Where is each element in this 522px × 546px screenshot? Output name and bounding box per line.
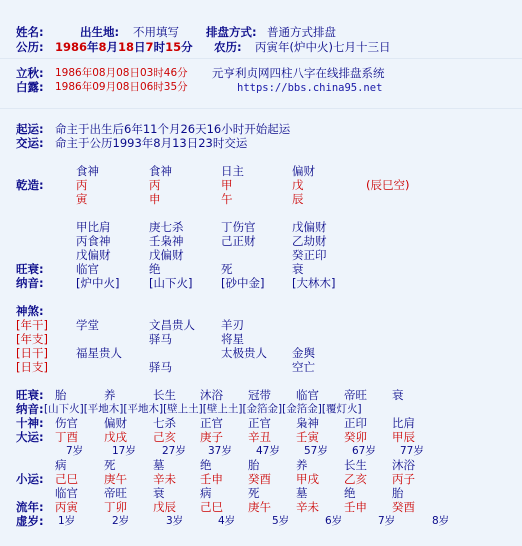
gregorian-label: 公历: bbox=[16, 40, 44, 54]
pillar-branch: 寅 bbox=[76, 192, 88, 206]
pillar-wangshuai: 临官 bbox=[76, 262, 99, 276]
shensha-item: 空亡 bbox=[292, 360, 315, 374]
dayun-pillar: 甲辰 bbox=[392, 430, 415, 444]
xiaoyun-label: 小运: bbox=[16, 472, 44, 486]
dayun-shishen: 正官 bbox=[200, 416, 223, 430]
liunian-pillar: 丙寅 bbox=[55, 500, 78, 514]
dayun-wangshuai: 长生 bbox=[153, 388, 176, 402]
hidden-stem: 戊偏财 bbox=[76, 248, 111, 262]
pillar-stem: 丙 bbox=[76, 178, 88, 192]
pillar-ten-god: 偏财 bbox=[292, 164, 315, 178]
dayun-age: 47岁 bbox=[256, 445, 280, 457]
hidden-stem: 乙劫财 bbox=[292, 234, 327, 248]
dayun-pillar: 戊戌 bbox=[104, 430, 127, 444]
hidden-stem: 丙食神 bbox=[76, 234, 111, 248]
wangshuai-label: 旺衰: bbox=[16, 262, 44, 276]
xiaoyun-pillar: 丙子 bbox=[392, 472, 415, 486]
dayun-age: 27岁 bbox=[162, 445, 186, 457]
dayun-shishen: 正印 bbox=[344, 416, 367, 430]
liunian-pillar: 丁卯 bbox=[104, 500, 127, 514]
divider bbox=[0, 108, 522, 109]
shishen-label: 十神: bbox=[16, 416, 44, 430]
jiaoyun-label: 交运: bbox=[16, 136, 44, 150]
hidden-stem: 庚七杀 bbox=[149, 220, 184, 234]
shensha-item: 驿马 bbox=[149, 360, 172, 374]
xiaoyun-phase: 死 bbox=[248, 486, 260, 500]
dayun-age: 67岁 bbox=[352, 445, 376, 457]
pillar-nayin: [山下火] bbox=[149, 276, 193, 290]
shensha-row-label: [年支] bbox=[16, 332, 48, 346]
xiaoyun-phase: 帝旺 bbox=[104, 486, 127, 500]
xusui-age: 1岁 bbox=[58, 515, 76, 527]
xusui-age: 5岁 bbox=[272, 515, 290, 527]
xusui-age: 2岁 bbox=[112, 515, 130, 527]
dayun-nayin: [山下火][平地木][平地木][壁上土][壁上土][金箔金][金箔金][覆灯火] bbox=[44, 403, 362, 415]
system-url-link[interactable]: https://bbs.china95.net bbox=[237, 82, 383, 94]
qiyun-text: 命主于出生后6年11个月26天16小时开始起运 bbox=[55, 122, 291, 136]
xusui-age: 8岁 bbox=[432, 515, 450, 527]
xiaoyun-pillar: 己巳 bbox=[55, 472, 78, 486]
xiaoyun-pillar: 壬申 bbox=[200, 472, 223, 486]
shensha-item: 将星 bbox=[221, 332, 244, 346]
dayun-phase: 死 bbox=[104, 458, 116, 472]
dayun-phase: 养 bbox=[296, 458, 308, 472]
pillar-ten-god: 食神 bbox=[149, 164, 172, 178]
lunar-label: 农历: bbox=[214, 40, 242, 54]
liunian-pillar: 癸酉 bbox=[392, 500, 415, 514]
xiaoyun-phase: 胎 bbox=[392, 486, 404, 500]
dayun-shishen: 伤官 bbox=[55, 416, 78, 430]
qianzao-label: 乾造: bbox=[16, 178, 44, 192]
xusui-age: 4岁 bbox=[218, 515, 236, 527]
dayun-pillar: 庚子 bbox=[200, 430, 223, 444]
method-label: 排盘方式: bbox=[206, 25, 257, 39]
dayun-age: 77岁 bbox=[400, 445, 424, 457]
hidden-stem: 丁伤官 bbox=[221, 220, 256, 234]
shensha-item: 文昌贵人 bbox=[149, 318, 195, 332]
xiaoyun-phase: 衰 bbox=[153, 486, 165, 500]
liunian-pillar: 己巳 bbox=[200, 500, 223, 514]
xiaoyun-phase: 墓 bbox=[296, 486, 308, 500]
xusui-age: 6岁 bbox=[325, 515, 343, 527]
liqiu-value: 1986年08月08日03时46分 bbox=[55, 67, 188, 79]
pillar-stem: 丙 bbox=[149, 178, 161, 192]
pillar-nayin: [砂中金] bbox=[221, 276, 265, 290]
dayun-nayin-label: 纳音: bbox=[16, 402, 44, 416]
shensha-item: 学堂 bbox=[76, 318, 99, 332]
hidden-stem: 癸正印 bbox=[292, 248, 327, 262]
jiaoyun-text: 命主于公历1993年8月13日23时交运 bbox=[55, 136, 248, 150]
dayun-pillar: 辛丑 bbox=[248, 430, 271, 444]
dayun-pillar: 丁酉 bbox=[55, 430, 78, 444]
nayin-label: 纳音: bbox=[16, 276, 44, 290]
birthplace-value: 不用填写 bbox=[133, 25, 179, 39]
shensha-item: 羊刃 bbox=[221, 318, 244, 332]
dayun-wangshuai: 衰 bbox=[392, 388, 404, 402]
system-name: 元亨利贞网四柱八字在线排盘系统 bbox=[212, 66, 385, 80]
pillar-nayin: [炉中火] bbox=[76, 276, 120, 290]
xiaoyun-phase: 绝 bbox=[344, 486, 356, 500]
hidden-stem: 戊偏财 bbox=[292, 220, 327, 234]
dayun-pillar: 壬寅 bbox=[296, 430, 319, 444]
bailu-value: 1986年09月08日06时35分 bbox=[55, 81, 188, 93]
dayun-wangshuai: 帝旺 bbox=[344, 388, 367, 402]
dayun-wangshuai: 胎 bbox=[55, 388, 67, 402]
xiaoyun-pillar: 庚午 bbox=[104, 472, 127, 486]
pillar-wangshuai: 衰 bbox=[292, 262, 304, 276]
dayun-shishen: 正官 bbox=[248, 416, 271, 430]
dayun-phase: 病 bbox=[55, 458, 67, 472]
liunian-pillar: 戊辰 bbox=[153, 500, 176, 514]
liqiu-label: 立秋: bbox=[16, 66, 44, 80]
method-value: 普通方式排盘 bbox=[267, 25, 336, 39]
dayun-pillar: 癸卯 bbox=[344, 430, 367, 444]
shensha-item: 驿马 bbox=[149, 332, 172, 346]
bailu-label: 白露: bbox=[16, 80, 44, 94]
dayun-phase: 长生 bbox=[344, 458, 367, 472]
divider bbox=[0, 58, 522, 59]
pillar-branch: 午 bbox=[221, 192, 233, 206]
shensha-title: 神煞: bbox=[16, 304, 44, 318]
hidden-stem: 壬枭神 bbox=[149, 234, 184, 248]
liunian-label: 流年: bbox=[16, 500, 44, 514]
dayun-shishen: 比肩 bbox=[392, 416, 415, 430]
pillar-branch: 申 bbox=[149, 192, 161, 206]
pillar-nayin: [大林木] bbox=[292, 276, 336, 290]
xiaoyun-pillar: 辛未 bbox=[153, 472, 176, 486]
pillar-ten-god: 食神 bbox=[76, 164, 99, 178]
dayun-wangshuai: 养 bbox=[104, 388, 116, 402]
dayun-age: 7岁 bbox=[66, 445, 84, 457]
pillar-stem: 甲 bbox=[221, 178, 233, 192]
shensha-row-label: [日干] bbox=[16, 346, 48, 360]
dayun-wangshuai: 沐浴 bbox=[200, 388, 223, 402]
dayun-age: 17岁 bbox=[112, 445, 136, 457]
dayun-phase: 胎 bbox=[248, 458, 260, 472]
pillar-ten-god: 日主 bbox=[221, 164, 244, 178]
dayun-age: 37岁 bbox=[208, 445, 232, 457]
liunian-pillar: 辛未 bbox=[296, 500, 319, 514]
dayun-pillar: 己亥 bbox=[153, 430, 176, 444]
pillar-stem: 戊 bbox=[292, 178, 304, 192]
dayun-age: 57岁 bbox=[304, 445, 328, 457]
pillar-wangshuai: 死 bbox=[221, 262, 233, 276]
dayun-wangshuai: 冠带 bbox=[248, 388, 271, 402]
liunian-pillar: 庚午 bbox=[248, 500, 271, 514]
xiaoyun-pillar: 癸酉 bbox=[248, 472, 271, 486]
shensha-item: 福星贵人 bbox=[76, 346, 122, 360]
dayun-shishen: 枭神 bbox=[296, 416, 319, 430]
dayun-wangshuai: 临官 bbox=[296, 388, 319, 402]
dayun-phase: 沐浴 bbox=[392, 458, 415, 472]
hidden-stem: 己正财 bbox=[221, 234, 256, 248]
dayun-shishen: 偏财 bbox=[104, 416, 127, 430]
lunar-value: 丙寅年(炉中火)七月十三日 bbox=[255, 40, 391, 54]
dayun-shishen: 七杀 bbox=[153, 416, 176, 430]
xiaoyun-pillar: 甲戌 bbox=[296, 472, 319, 486]
liunian-pillar: 壬申 bbox=[344, 500, 367, 514]
pillar-wangshuai: 绝 bbox=[149, 262, 161, 276]
xusui-label: 虚岁: bbox=[16, 514, 44, 528]
hidden-stem: 戊偏财 bbox=[149, 248, 184, 262]
shensha-row-label: [日支] bbox=[16, 360, 48, 374]
xiaoyun-phase: 临官 bbox=[55, 486, 78, 500]
dayun-label: 大运: bbox=[16, 430, 44, 444]
kongwang-note: (辰巳空) bbox=[366, 178, 410, 192]
gregorian-date: 1986年8月18日7时15分 bbox=[55, 40, 193, 54]
xusui-age: 3岁 bbox=[166, 515, 184, 527]
dayun-phase: 绝 bbox=[200, 458, 212, 472]
shensha-row-label: [年干] bbox=[16, 318, 48, 332]
xusui-age: 7岁 bbox=[378, 515, 396, 527]
dayun-phase: 墓 bbox=[153, 458, 165, 472]
shensha-item: 太极贵人 bbox=[221, 346, 267, 360]
pillar-branch: 辰 bbox=[292, 192, 304, 206]
qiyun-label: 起运: bbox=[16, 122, 44, 136]
xiaoyun-phase: 病 bbox=[200, 486, 212, 500]
xiaoyun-pillar: 乙亥 bbox=[344, 472, 367, 486]
hidden-stem: 甲比肩 bbox=[76, 220, 111, 234]
shensha-item: 金舆 bbox=[292, 346, 315, 360]
dayun-wangshuai-label: 旺衰: bbox=[16, 388, 44, 402]
birthplace-label: 出生地: bbox=[80, 25, 120, 39]
name-label: 姓名: bbox=[16, 25, 44, 39]
